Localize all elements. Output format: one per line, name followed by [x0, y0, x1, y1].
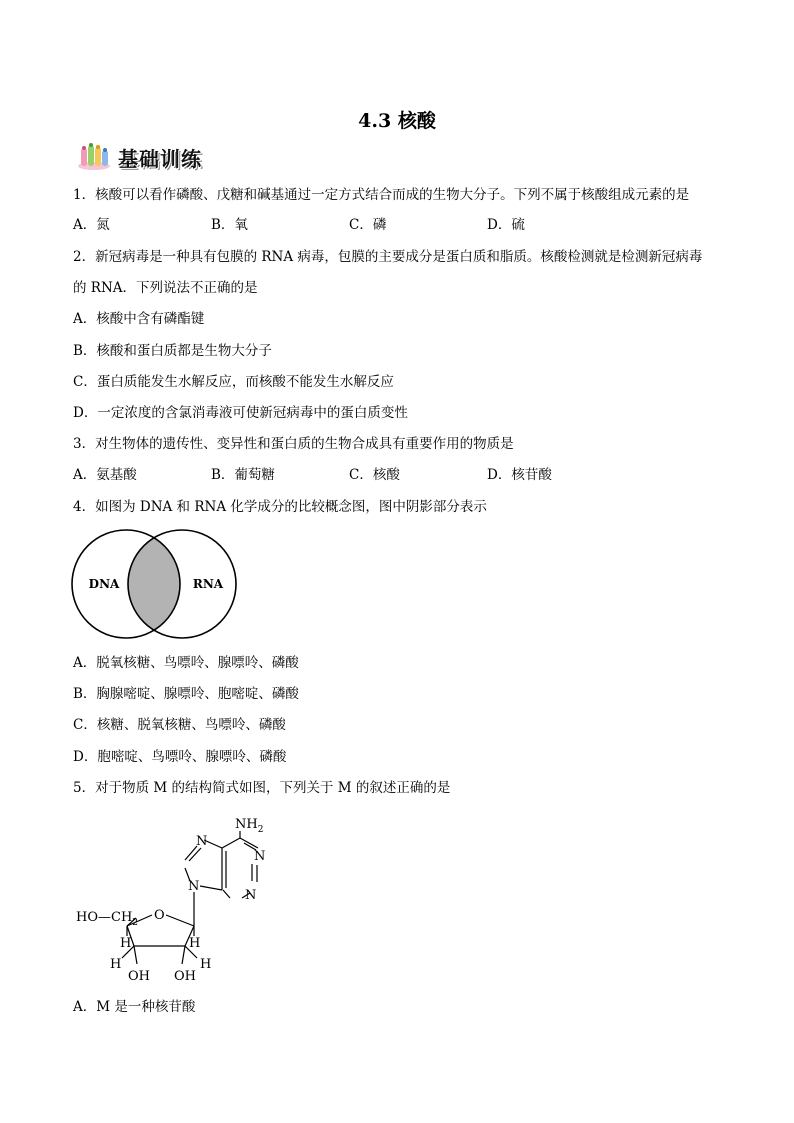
label-n3: N [245, 888, 257, 903]
q2-option-d: D．一定浓度的含氯消毒液可使新冠病毒中的蛋白质变性 [73, 405, 408, 421]
label-nh2: $NH_2$ [235, 817, 264, 835]
adenosine-structure [70, 808, 290, 988]
label-h-c2: H [200, 957, 212, 972]
label-oh-c2: OH [174, 969, 196, 984]
q1-options [73, 216, 525, 234]
q4-option-d: D．胞嘧啶、鸟嘌呤、腺嘌呤、磷酸 [73, 749, 287, 765]
label-ring-o: O [154, 908, 165, 923]
q3-option-d: D．核苷酸 [487, 467, 552, 483]
q5-option-a: A．M 是一种核苷酸 [73, 999, 196, 1015]
venn-label-rna: RNA [192, 577, 224, 591]
q1-option-d: D．硫 [487, 217, 525, 233]
label-h-c3: H [110, 957, 122, 972]
q2-stem-line2: 的 RNA．下列说法不正确的是 [73, 280, 258, 296]
q4-option-a: A．脱氧核糖、鸟嘌呤、腺嘌呤、磷酸 [73, 655, 299, 671]
q5-stem: 5．对于物质 M 的结构简式如图，下列关于 M 的叙述正确的是 [73, 780, 451, 796]
venn-label-dna: DNA [88, 577, 120, 591]
q3-stem: 3．对生物体的遗传性、变异性和蛋白质的生物合成具有重要作用的物质是 [73, 436, 514, 452]
q1-stem: 1．核酸可以看作磷酸、戊糖和碱基通过一定方式结合而成的生物大分子。下列不属于核酸组成元素的是 [73, 187, 690, 203]
q3-option-b: B．葡萄糖 [211, 467, 275, 483]
q2-option-a: A．核酸中含有磷酯键 [73, 311, 205, 327]
q1-option-a: A．氮 [73, 217, 110, 233]
pencils-icon [76, 142, 112, 172]
q4-option-b: B．胸腺嘧啶、腺嘌呤、胞嘧啶、磷酸 [73, 686, 299, 702]
q2-stem-line1: 2．新冠病毒是一种具有包膜的 RNA 病毒，包膜的主要成分是蛋白质和脂质。核酸检测就是检测新冠病毒 [73, 249, 703, 265]
label-h-c4: H [120, 936, 132, 951]
section-label: 基础训练 [118, 146, 202, 171]
q4-stem: 4．如图为 DNA 和 RNA 化学成分的比较概念图，图中阴影部分表示 [73, 499, 487, 515]
section-header [76, 142, 202, 172]
label-n9: N [188, 879, 200, 894]
q2-option-b: B．核酸和蛋白质都是生物大分子 [73, 343, 272, 359]
label-n1: N [254, 849, 266, 864]
label-h-c1: H [189, 936, 201, 951]
label-n7: N [196, 834, 208, 849]
q1-option-b: B．氧 [211, 217, 248, 233]
q3-option-a: A．氨基酸 [73, 467, 137, 483]
q2-option-c: C．蛋白质能发生水解反应，而核酸不能发生水解反应 [73, 374, 394, 390]
label-ho-ch2: $HO—CH_2$ [76, 910, 139, 928]
q3-options [73, 466, 552, 484]
page-title: 4.3 核酸 [358, 110, 436, 132]
q1-option-c: C．磷 [349, 217, 387, 233]
venn-diagram [68, 528, 244, 640]
q4-option-c: C．核糖、脱氧核糖、鸟嘌呤、磷酸 [73, 717, 286, 733]
q3-option-c: C．核酸 [349, 467, 400, 483]
label-oh-c3: OH [128, 969, 150, 984]
